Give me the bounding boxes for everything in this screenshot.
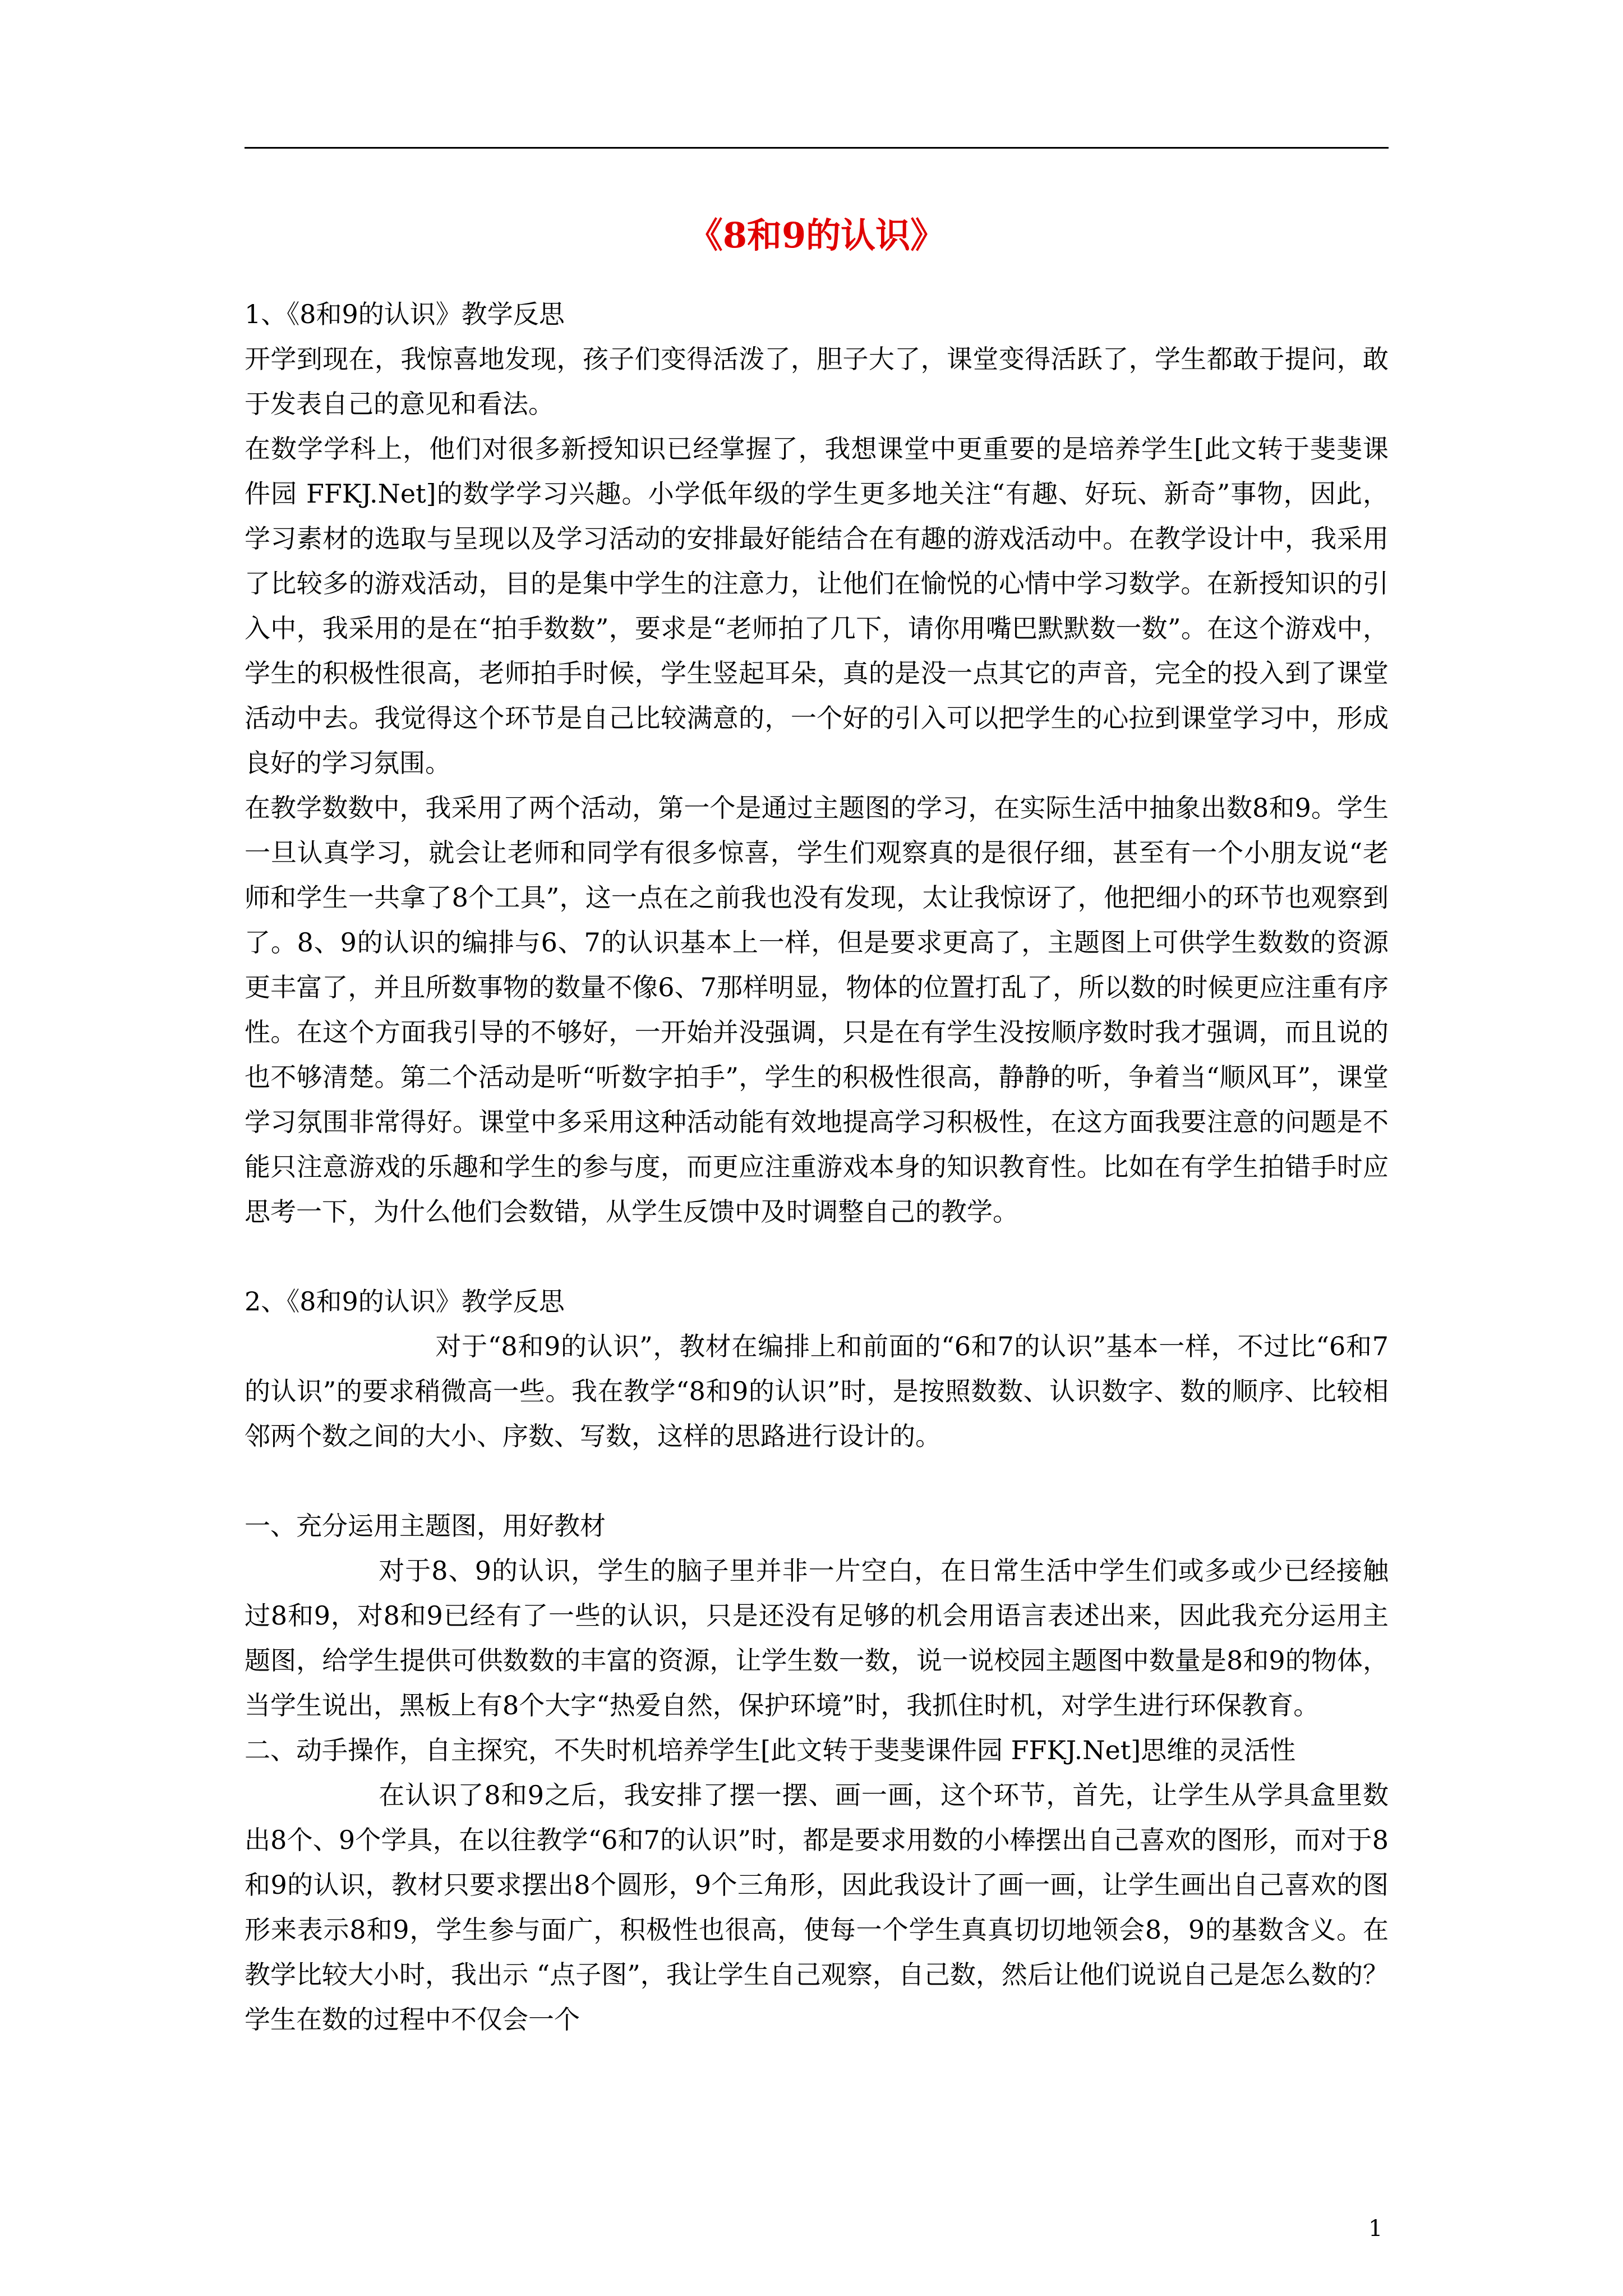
subheading-1: 一、充分运用主题图，用好教材 bbox=[245, 1511, 606, 1541]
section-gap bbox=[245, 1458, 1389, 1503]
page-number: 1 bbox=[1368, 2216, 1383, 2242]
paragraph-3: 在教学数数中，我采用了两个活动，第一个是通过主题图的学习，在实际生活中抽象出数8和9。学生一旦认真学习，就会让老师和同学有很多惊喜，学生们观察真的是很仔细，甚至有一个小朋友说“老师和学生一共拿了8个工具”，这一点在之前我也没有发现，太让我惊讶了，他把细小的环节也观察到了。8、9的认识的编排与6、7的认识基本上一样，但是要求更高了，主题图上可供学生数数的资源更丰富了，并且所数事物的数量不像6、7那样明显，物体的位置打乱了，所以数的时候更应注重有序性。在这个方面我引导的不够好，一开始并没强调，只是在有学生没按顺序数时我才强调，而且说的也不够清楚。第二个活动是听“听数字拍手”，学生的积极性很高，静静的听，争着当“顺风耳”，课堂学习氛围非常得好。课堂中多采用这种活动能有效地提高学习积极性，在这方面我要注意的问题是不能只注意游戏的乐趣和学生的参与度，而更应注重游戏本身的知识教育性。比如在有学生拍错手时应思考一下，为什么他们会数错，从学生反馈中及时调整自己的教学。 bbox=[245, 793, 1389, 1227]
document-body bbox=[245, 213, 1389, 2042]
paragraph-6: 在认识了8和9之后，我安排了摆一摆、画一画，这个环节，首先，让学生从学具盒里数出8个、9个学具，在以往教学“6和7的认识”时，都是要求用数的小棒摆出自己喜欢的图形，而对于8和9的认识，教材只要求摆出8个圆形，9个三角形，因此我设计了画一画，让学生画出自己喜欢的图形来表示8和9，学生参与面广，积极性也很高，使每一个学生真真切切地领会8，9的基数含义。在教学比较大小时，我出示 “点子图”，我让学生自己观察，自己数，然后让他们说说自己是怎么数的？学生在数的过程中不仅会一个 bbox=[245, 1780, 1389, 2035]
page-title: 《8和9的认识》 bbox=[688, 215, 946, 256]
paragraph-1: 开学到现在，我惊喜地发现，孩子们变得活泼了，胆子大了，课堂变得活跃了，学生都敢于提问，敢于发表自己的意见和看法。 bbox=[245, 344, 1389, 419]
section-gap bbox=[245, 1234, 1389, 1279]
section-1-heading: 1、《8和9的认识》教学反思 bbox=[245, 299, 565, 329]
paragraph-4: 对于“8和9的认识”，教材在编排上和前面的“6和7的认识”基本一样，不过比“6和7的认识”的要求稍微高一些。我在教学“8和9的认识”时，是按照数数、认识数字、数的顺序、比较相邻两个数之间的大小、序数、写数，这样的思路进行设计的。 bbox=[245, 1331, 1389, 1451]
paragraph-5: 对于8、9的认识，学生的脑子里并非一片空白，在日常生活中学生们或多或少已经接触过8和9，对8和9已经有了一些的认识，只是还没有足够的机会用语言表述出来，因此我充分运用主题图，给学生提供可供数数的丰富的资源，让学生数一数，说一说校园主题图中数量是8和9的物体，当学生说出，黑板上有8个大字“热爱自然，保护环境”时，我抓住时机，对学生进行环保教育。 bbox=[245, 1556, 1389, 1720]
paragraph-2: 在数学学科上，他们对很多新授知识已经掌握了，我想课堂中更重要的是培养学生[此文转于斐斐课件园 FFKJ.Net]的数学学习兴趣。小学低年级的学生更多地关注“有趣、好玩、新奇”事物，因此，学习素材的选取与呈现以及学习活动的安排最好能结合在有趣的游戏活动中。在教学设计中，我采用了比较多的游戏活动，目的是集中学生的注意力，让他们在愉悦的心情中学习数学。在新授知识的引入中，我采用的是在“拍手数数”，要求是“老师拍了几下，请你用嘴巴默默数一数”。在这个游戏中，学生的积极性很高，老师拍手时候，学生竖起耳朵，真的是没一点其它的声音，完全的投入到了课堂活动中去。我觉得这个环节是自己比较满意的，一个好的引入可以把学生的心拉到课堂学习中，形成良好的学习氛围。 bbox=[245, 434, 1389, 778]
header-rule bbox=[245, 147, 1389, 149]
section-2-heading: 2、《8和9的认识》教学反思 bbox=[245, 1286, 565, 1317]
subheading-2: 二、动手操作，自主探究，不失时机培养学生[此文转于斐斐课件园 FFKJ.Net]思维的灵活性 bbox=[245, 1735, 1296, 1765]
